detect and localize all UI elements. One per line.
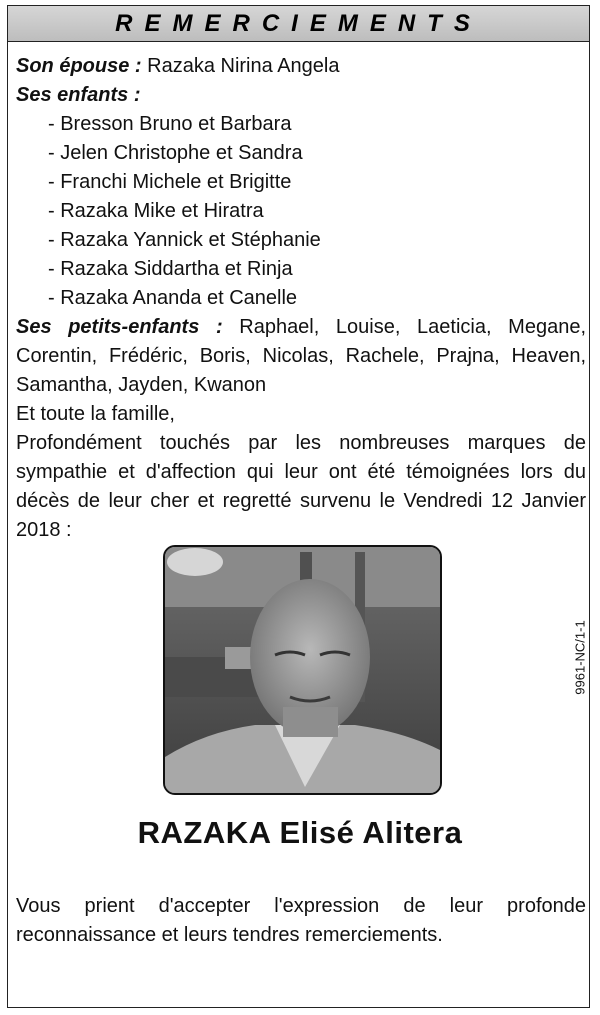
closing-message: Vous prient d'accepter l'expression de leur profonde reconnaissance et leurs tendres remerciements. xyxy=(16,895,586,946)
reference-code: 9961-NC/1-1 xyxy=(572,620,588,695)
children-list xyxy=(48,110,321,313)
children-label: Ses enfants : xyxy=(16,84,141,106)
notice-title: REMERCIEMENTS xyxy=(115,9,482,37)
portrait-photo xyxy=(163,545,442,795)
list-item: - Franchi Michele et Brigitte xyxy=(48,171,292,193)
list-item: - Razaka Ananda et Canelle xyxy=(48,287,298,309)
children-heading xyxy=(16,81,586,110)
list-item: - Jelen Christophe et Sandra xyxy=(48,142,303,164)
deceased-name: RAZAKA Elisé Alitera xyxy=(137,815,463,850)
grandchildren-label: Ses petits-enfants : xyxy=(16,316,223,338)
portrait-image xyxy=(165,547,442,795)
thanks-message: Profondément touchés par les nombreuses marques de sympathie et d'affection qui leur ont été témoignées lors du décès de leur cher et regretté survenu le Vendredi 12 Janvier 2018 : xyxy=(16,432,586,541)
list-item: - Razaka Yannick et Stéphanie xyxy=(48,229,321,251)
spouse-line xyxy=(16,52,586,81)
grandchildren-names: Raphael, Louise, Laeticia, Megane, Corentin, Frédéric, Boris, Nicolas, Rachele, Prajna, Heaven, Samantha, Jayden, Kwanon xyxy=(16,316,586,396)
spouse-name: Razaka Nirina Angela xyxy=(147,55,340,77)
family-line: Et toute la famille, xyxy=(16,403,175,425)
list-item: - Bresson Bruno et Barbara xyxy=(48,113,292,135)
notice-header xyxy=(7,5,590,42)
grandchildren-paragraph xyxy=(16,313,586,400)
spouse-label: Son épouse : xyxy=(16,55,142,77)
list-item: - Razaka Mike et Hiratra xyxy=(48,200,264,222)
list-item: - Razaka Siddartha et Rinja xyxy=(48,258,293,280)
